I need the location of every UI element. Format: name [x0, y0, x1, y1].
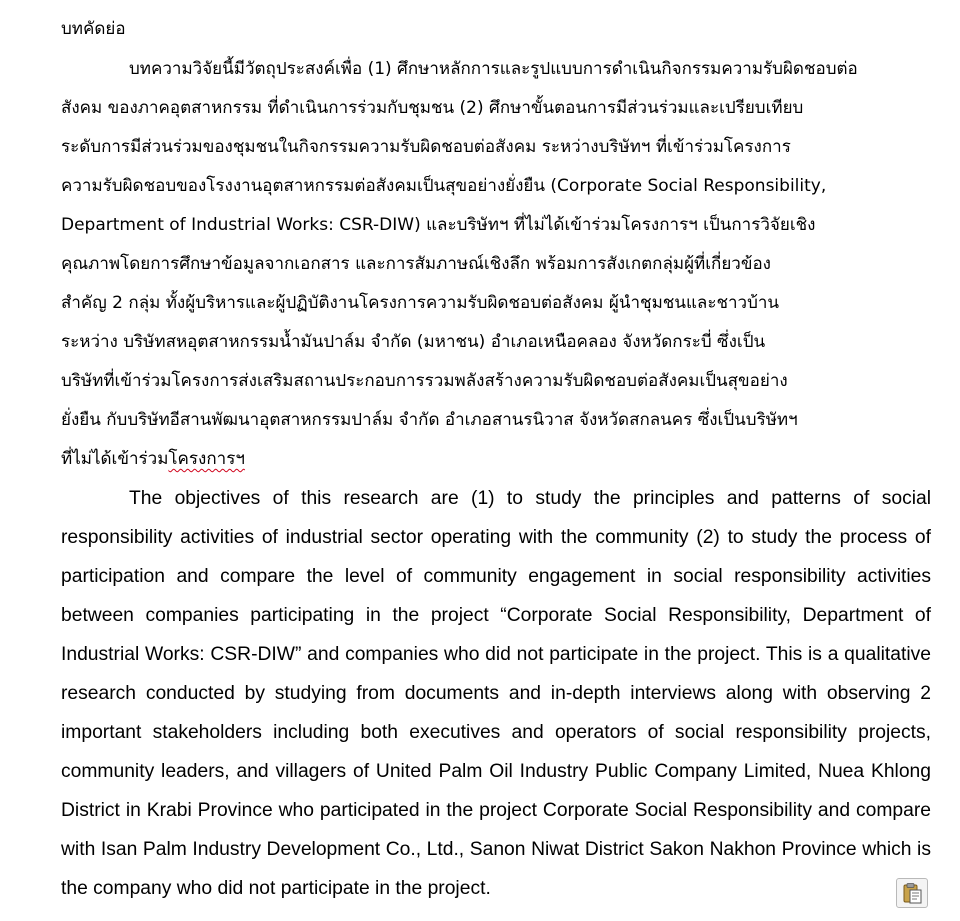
thai-line-9: บริษัทที่เข้าร่วมโครงการส่งเสริมสถานประกอบการรวมพลังสร้างความรับผิดชอบต่อสังคมเป็นสุขอย่าง — [61, 371, 788, 391]
thai-line-1: บทความวิจัยนี้มีวัตถุประสงค์เพื่อ (1) ศึกษาหลักการและรูปแบบการดำเนินกิจกรรมความรับผิดชอบต่อ — [129, 59, 858, 79]
thai-last-line-text: ที่ไม่ได้เข้าร่วม — [61, 449, 169, 469]
paste-options-icon[interactable] — [896, 878, 928, 908]
thai-line-6: คุณภาพโดยการศึกษาข้อมูลจากเอกสาร และการสัมภาษณ์เชิงลึก พร้อมการสังเกตกลุ่มผู้ที่เกี่ยวข้อง — [61, 254, 771, 274]
thai-line-4: ความรับผิดชอบของโรงงานอุตสาหกรรมต่อสังคมเป็นสุขอย่างยั่งยืน (Corporate Social Responsibility, — [61, 176, 827, 196]
thai-line-3: ระดับการมีส่วนร่วมของชุมชนในกิจกรรมความรับผิดชอบต่อสังคม ระหว่างบริษัทฯ ที่เข้าร่วมโครงการ — [61, 137, 791, 157]
thai-line-7: สำคัญ 2 กลุ่ม ทั้งผู้บริหารและผู้ปฏิบัติงานโครงการความรับผิดชอบต่อสังคม ผู้นำชุมชนและชาวบ้าน — [61, 293, 780, 313]
thai-line-8: ระหว่าง บริษัทสหอุตสาหกรรมน้ำมันปาล์ม จำกัด (มหาชน) อำเภอเหนือคลอง จังหวัดกระบี่ ซึ่งเป็น — [61, 332, 766, 352]
thai-line-5: Department of Industrial Works: CSR-DIW) และบริษัทฯ ที่ไม่ได้เข้าร่วมโครงการฯ เป็นการวิจัยเชิง — [61, 215, 816, 235]
abstract-heading: บทคัดย่อ — [61, 19, 126, 39]
english-abstract-paragraph: The objectives of this research are (1) to study the principles and patterns of social responsibility activities of industrial sector operating with the community (2) to study the process of participation and compare the level of community engagement in social responsibility activities between companies participating in the project “Corporate Social Responsibility, Department of Industrial Works: CSR-DIW” and companies who did not participate in the project. This is a qualitative research conducted by studying from documents and in-depth interviews along with observing 2 important stakeholders including both executives and operators of social responsibility projects, community leaders, and villagers of United Palm Oil Industry Public Company Limited, Nuea Khlong District in Krabi Province who participated in the project Corporate Social Responsibility and compare with Isan Palm Industry Development Co., Ltd., Sanon Niwat District Sakon Nakhon Province which is the company who did not participate in the project. — [61, 488, 931, 899]
clipboard-icon — [901, 882, 923, 904]
thai-line-10: ยั่งยืน กับบริษัทอีสานพัฒนาอุตสาหกรรมปาล์ม จำกัด อำเภอสานรนิวาส จังหวัดสกลนคร ซึ่งเป็นบริษัทฯ — [61, 410, 798, 430]
thai-line-2: สังคม ของภาคอุตสาหกรรม ที่ดำเนินการร่วมกับชุมชน (2) ศึกษาขั้นตอนการมีส่วนร่วมและเปรียบเทียบ — [61, 98, 804, 118]
spellcheck-flagged-word[interactable]: โครงการฯ — [168, 449, 245, 469]
thai-line-11 — [61, 446, 245, 472]
